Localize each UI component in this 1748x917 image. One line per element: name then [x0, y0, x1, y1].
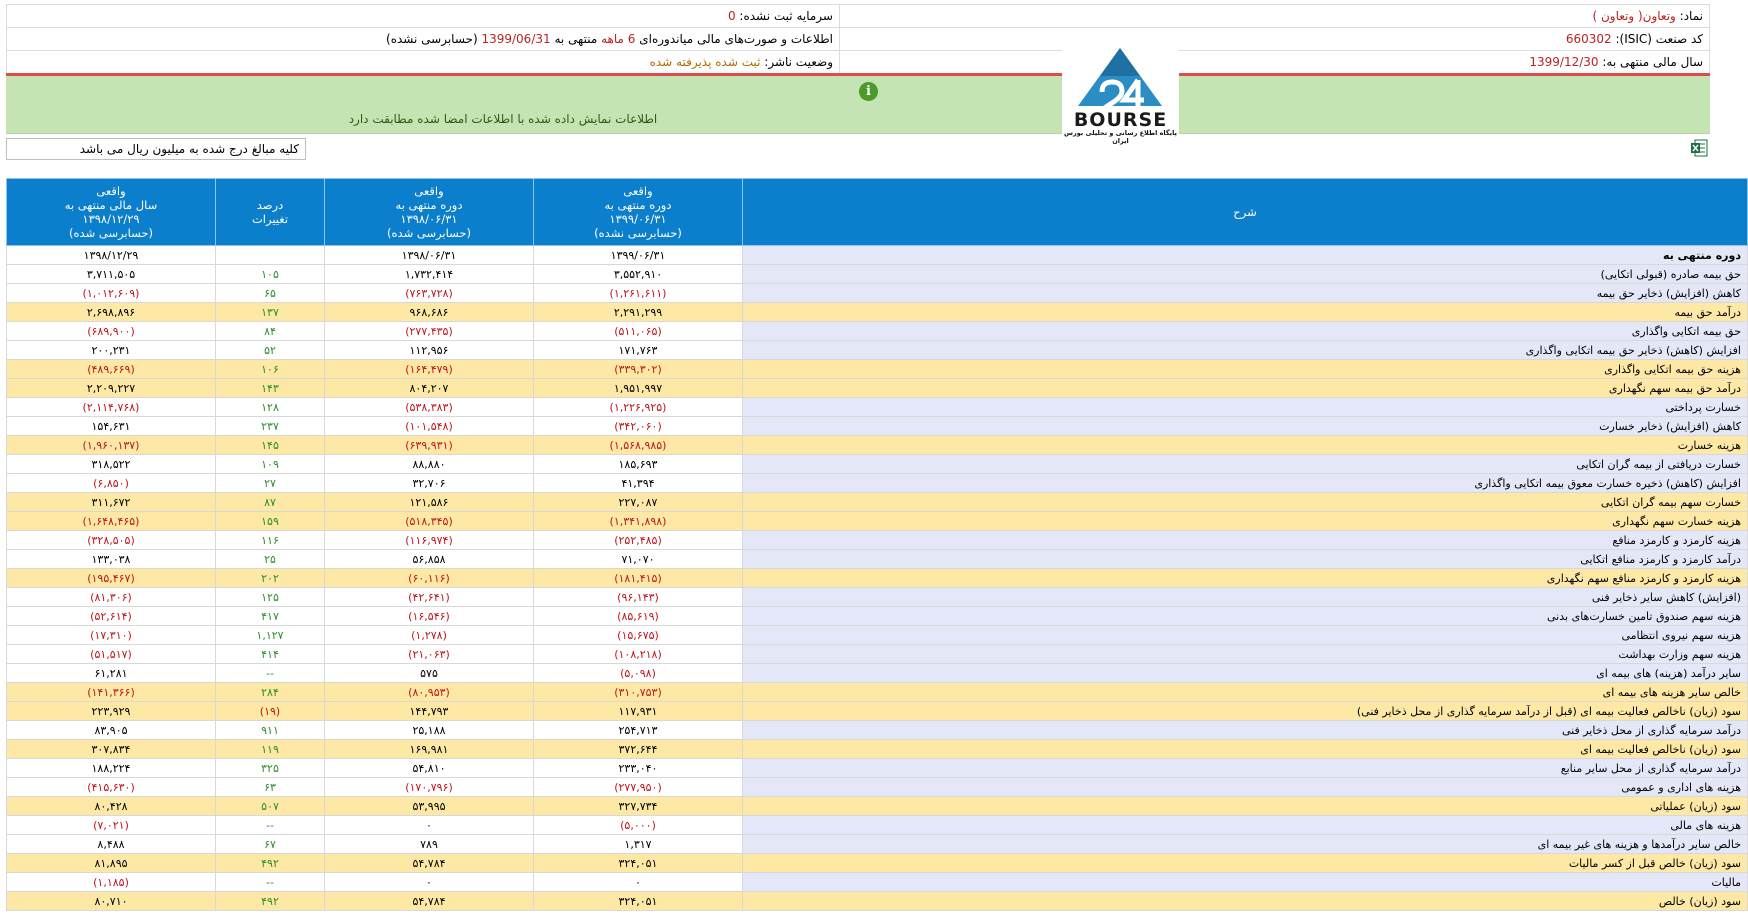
value-fiscal-year: ۸,۴۸۸: [7, 835, 216, 854]
value-fiscal-year: ۸۰,۷۱۰: [7, 892, 216, 911]
row-label: هزینه سهم وزارت بهداشت: [743, 645, 1748, 664]
value-1399: ۱۳۹۹/۰۶/۳۱: [534, 246, 743, 265]
table-row: [7, 683, 1748, 702]
value-fiscal-year: (۳۲۸,۵۰۵): [7, 531, 216, 550]
value-1398: ۰: [325, 816, 534, 835]
table-row: [7, 531, 1748, 550]
change-percent: ۱۲۸: [216, 398, 325, 417]
capital-value: 0: [727, 9, 736, 23]
isic-value: 660302: [1565, 32, 1612, 46]
change-percent: ۲۵: [216, 550, 325, 569]
value-1399: (۱,۲۲۶,۹۲۵): [534, 398, 743, 417]
value-fiscal-year: (۵۲,۶۱۴): [7, 607, 216, 626]
row-label: هزینه خسارت سهم نگهداری: [743, 512, 1748, 531]
value-fiscal-year: ۲۲۳,۹۲۹: [7, 702, 216, 721]
value-fiscal-year: ۸۳,۹۰۵: [7, 721, 216, 740]
value-fiscal-year: ۳۰۷,۸۳۴: [7, 740, 216, 759]
table-row: [7, 322, 1748, 341]
value-1399: (۲۵۲,۴۸۵): [534, 531, 743, 550]
table-row: [7, 284, 1748, 303]
table-row: [7, 341, 1748, 360]
table-row: [7, 265, 1748, 284]
value-1399: ۳,۵۵۲,۹۱۰: [534, 265, 743, 284]
change-percent: ۸۴: [216, 322, 325, 341]
value-fiscal-year: (۴۸۹,۶۶۹): [7, 360, 216, 379]
logo-triangle-icon: [1062, 30, 1179, 110]
value-fiscal-year: ۳۱۱,۶۷۲: [7, 493, 216, 512]
value-1398: ۱۲۱,۵۸۶: [325, 493, 534, 512]
change-percent: --: [216, 664, 325, 683]
value-1398: ۵۴,۸۱۰: [325, 759, 534, 778]
row-label: هزینه خسارت: [743, 436, 1748, 455]
change-percent: ۱۱۶: [216, 531, 325, 550]
table-row: [7, 360, 1748, 379]
table-row: [7, 569, 1748, 588]
header-period-1398: واقعی دوره منتهی به ۱۳۹۸/۰۶/۳۱ (حسابرسی شده): [325, 179, 534, 246]
value-fiscal-year: (۱۷,۳۱۰): [7, 626, 216, 645]
row-label: هزینه کارمزد و کارمزد منافع سهم نگهداری: [743, 569, 1748, 588]
isic-cell: [840, 28, 1710, 51]
value-1398: ۵۶,۸۵۸: [325, 550, 534, 569]
value-fiscal-year: ۳,۷۱۱,۵۰۵: [7, 265, 216, 284]
table-row: [7, 797, 1748, 816]
header-period-1399: واقعی دوره منتهی به ۱۳۹۹/۰۶/۳۱ (حسابرسی نشده): [534, 179, 743, 246]
value-1398: (۶۰,۱۱۶): [325, 569, 534, 588]
table-row: [7, 835, 1748, 854]
row-label: خسارت دریافتی از بیمه گران اتکایی: [743, 455, 1748, 474]
value-1399: (۱۵,۶۷۵): [534, 626, 743, 645]
change-percent: ۱۰۵: [216, 265, 325, 284]
table-row: [7, 645, 1748, 664]
value-fiscal-year: (۱,۶۴۸,۴۶۵): [7, 512, 216, 531]
table-row: [7, 474, 1748, 493]
table-row: [7, 436, 1748, 455]
notice-text: اطلاعات نمایش داده شده با اطلاعات امضا شده مطابقت دارد: [348, 112, 658, 126]
value-1399: ۳۲۴,۰۵۱: [534, 892, 743, 911]
report-mid: منتهی به: [554, 32, 598, 46]
header-change-percent: درصد تغییرات: [216, 179, 325, 246]
row-label: درآمد سرمایه گذاری از محل سایر منابع: [743, 759, 1748, 778]
table-row: [7, 702, 1748, 721]
symbol-value[interactable]: وتعاون( وتعاون ): [1592, 9, 1676, 23]
table-header-row: [7, 179, 1748, 246]
value-1399: ۷۱,۰۷۰: [534, 550, 743, 569]
report-prefix: اطلاعات و صورت‌های مالی میاندوره‌ای: [639, 32, 833, 46]
fiscal-cell: [840, 51, 1710, 74]
value-1399: (۸۵,۶۱۹): [534, 607, 743, 626]
value-1398: ۳۲,۷۰۶: [325, 474, 534, 493]
income-statement-table: [6, 178, 1748, 911]
value-1399: (۵,۰۹۸): [534, 664, 743, 683]
table-row: [7, 759, 1748, 778]
symbol-label: نماد:: [1679, 9, 1703, 23]
value-1399: ۳۲۷,۷۳۴: [534, 797, 743, 816]
row-label: خسارت سهم بیمه گران اتکایی: [743, 493, 1748, 512]
report-suffix: (حسابرسی نشده): [386, 32, 478, 46]
row-label: درآمد حق بیمه سهم نگهداری: [743, 379, 1748, 398]
value-1398: (۱۷۰,۷۹۶): [325, 778, 534, 797]
capital-label: سرمایه ثبت نشده:: [739, 9, 833, 23]
value-1399: (۱۸۱,۴۱۵): [534, 569, 743, 588]
row-label: درآمد حق بیمه: [743, 303, 1748, 322]
capital-cell: [7, 5, 840, 28]
row-label: (افزایش) کاهش سایر ذخایر فنی: [743, 588, 1748, 607]
row-label: سود (زیان) ناخالص فعالیت بیمه ای: [743, 740, 1748, 759]
value-1399: (۱,۲۶۱,۶۱۱): [534, 284, 743, 303]
value-fiscal-year: (۱۴۱,۳۶۶): [7, 683, 216, 702]
value-1399: ۲,۲۹۱,۲۹۹: [534, 303, 743, 322]
value-fiscal-year: ۱۳۳,۰۳۸: [7, 550, 216, 569]
publisher-cell: [7, 51, 840, 74]
publisher-label: وضعیت ناشر:: [764, 55, 833, 69]
fiscal-label: سال مالی منتهی به:: [1602, 55, 1703, 69]
table-row: [7, 455, 1748, 474]
value-1399: (۱۰۸,۲۱۸): [534, 645, 743, 664]
value-1399: (۹۶,۱۴۳): [534, 588, 743, 607]
value-1399: ۰: [534, 873, 743, 892]
value-1398: ۸۸,۸۸۰: [325, 455, 534, 474]
value-fiscal-year: ۲,۶۹۸,۸۹۶: [7, 303, 216, 322]
value-1399: ۲۵۴,۷۱۳: [534, 721, 743, 740]
value-1398: ۲۵,۱۸۸: [325, 721, 534, 740]
value-1398: ۱۳۹۸/۰۶/۳۱: [325, 246, 534, 265]
value-1398: (۱۰۱,۵۴۸): [325, 417, 534, 436]
change-percent: ۱۲۵: [216, 588, 325, 607]
logo-wordmark: BOURSE: [1073, 109, 1168, 131]
value-1398: (۸۰,۹۵۳): [325, 683, 534, 702]
row-label: حق بیمه اتکایی واگذاری: [743, 322, 1748, 341]
change-percent: ۱۴۳: [216, 379, 325, 398]
change-percent: ۵۰۷: [216, 797, 325, 816]
value-fiscal-year: (۱,۱۸۵): [7, 873, 216, 892]
value-1398: (۱۶,۵۴۶): [325, 607, 534, 626]
value-1399: (۳۳۹,۳۰۲): [534, 360, 743, 379]
verification-notice: [6, 76, 1710, 134]
change-percent: ۴۱۴: [216, 645, 325, 664]
row-label: افزایش (کاهش) ذخایر حق بیمه اتکایی واگذاری: [743, 341, 1748, 360]
symbol-cell: [840, 5, 1710, 28]
row-label: کاهش (افزایش) ذخایر حق بیمه: [743, 284, 1748, 303]
row-label: حق بیمه صادره (قبولی اتکایی): [743, 265, 1748, 284]
value-1399: ۳۲۴,۰۵۱: [534, 854, 743, 873]
table-row: [7, 512, 1748, 531]
row-label: دوره منتهی به: [743, 246, 1748, 265]
change-percent: [216, 246, 325, 265]
isic-label: کد صنعت (ISIC):: [1615, 32, 1703, 46]
value-1398: (۲۷۷,۴۳۵): [325, 322, 534, 341]
row-label: خسارت پرداختی: [743, 398, 1748, 417]
logo-tagline: پایگاه اطلاع رسانی و تحلیلی بورس ایران: [1064, 129, 1177, 145]
value-fiscal-year: ۸۱,۸۹۵: [7, 854, 216, 873]
header-fiscal-year: واقعی سال مالی منتهی به ۱۳۹۸/۱۲/۲۹ (حسابرسی شده): [7, 179, 216, 246]
value-1398: (۶۳۹,۹۳۱): [325, 436, 534, 455]
value-fiscal-year: (۸۱,۳۰۶): [7, 588, 216, 607]
value-1399: ۲۳۳,۰۴۰: [534, 759, 743, 778]
row-label: سود (زیان) خالص: [743, 892, 1748, 911]
row-label: هزینه سهم صندوق تامین خسارت‌های بدنی: [743, 607, 1748, 626]
row-label: افزایش (کاهش) ذخیره خسارت معوق بیمه اتکایی واگذاری: [743, 474, 1748, 493]
value-1399: ۱,۹۵۱,۹۹۷: [534, 379, 743, 398]
table-row: [7, 816, 1748, 835]
value-1399: (۵۱۱,۰۶۵): [534, 322, 743, 341]
row-label: سود (زیان) خالص قبل از کسر مالیات: [743, 854, 1748, 873]
value-fiscal-year: ۸۰,۴۲۸: [7, 797, 216, 816]
value-1399: (۳۱۰,۷۵۳): [534, 683, 743, 702]
change-percent: ۴۱۷: [216, 607, 325, 626]
value-1398: ۱,۷۳۲,۴۱۴: [325, 265, 534, 284]
value-1399: ۱۱۷,۹۳۱: [534, 702, 743, 721]
table-body: [7, 246, 1748, 911]
value-fiscal-year: (۷,۰۲۱): [7, 816, 216, 835]
change-percent: ۶۵: [216, 284, 325, 303]
value-1398: ۱۶۹,۹۸۱: [325, 740, 534, 759]
value-fiscal-year: ۱۸۸,۲۲۴: [7, 759, 216, 778]
publisher-value: ثبت شده پذیرفته شده: [649, 55, 761, 69]
value-1399: (۱,۳۴۱,۸۹۸): [534, 512, 743, 531]
value-fiscal-year: (۵۱,۵۱۷): [7, 645, 216, 664]
info-icon: i: [859, 82, 878, 101]
value-1398: (۱,۲۷۸): [325, 626, 534, 645]
info-row-2: [7, 28, 1710, 51]
value-1398: (۵۳۸,۳۸۳): [325, 398, 534, 417]
change-percent: ۱۴۵: [216, 436, 325, 455]
table-row: [7, 417, 1748, 436]
value-1398: ۵۴,۷۸۴: [325, 854, 534, 873]
row-label: درآمد سرمایه گذاری از محل ذخایر فنی: [743, 721, 1748, 740]
row-label: کاهش (افزایش) ذخایر خسارت: [743, 417, 1748, 436]
value-1399: ۲۲۷,۰۸۷: [534, 493, 743, 512]
change-percent: ۲۳۷: [216, 417, 325, 436]
report-cell: [7, 28, 840, 51]
value-fiscal-year: ۱۵۴,۶۳۱: [7, 417, 216, 436]
row-label: هزینه های مالی: [743, 816, 1748, 835]
row-label: سود (زیان) ناخالص فعالیت بیمه ای (قبل از درآمد سرمایه گذاری از محل ذخایر فنی): [743, 702, 1748, 721]
table-row: [7, 398, 1748, 417]
value-1398: (۷۶۳,۷۲۸): [325, 284, 534, 303]
excel-icon[interactable]: [1690, 139, 1708, 157]
header-desc: شرح: [743, 179, 1748, 246]
table-row: [7, 664, 1748, 683]
value-fiscal-year: ۲۰۰,۲۳۱: [7, 341, 216, 360]
table-row: [7, 740, 1748, 759]
change-percent: ۲۷: [216, 474, 325, 493]
row-label: هزینه حق بیمه اتکایی واگذاری: [743, 360, 1748, 379]
table-row: [7, 493, 1748, 512]
info-row-3: [7, 51, 1710, 74]
value-1398: ۹۶۸,۶۸۶: [325, 303, 534, 322]
value-1399: ۱۷۱,۷۶۳: [534, 341, 743, 360]
value-fiscal-year: (۱۹۵,۴۶۷): [7, 569, 216, 588]
info-row-1: [7, 5, 1710, 28]
value-1398: ۵۷۵: [325, 664, 534, 683]
value-fiscal-year: (۱,۹۶۰,۱۳۷): [7, 436, 216, 455]
value-1398: ۷۸۹: [325, 835, 534, 854]
value-1398: ۰: [325, 873, 534, 892]
change-percent: --: [216, 873, 325, 892]
value-fiscal-year: (۲,۱۱۴,۷۶۸): [7, 398, 216, 417]
change-percent: ۵۲: [216, 341, 325, 360]
company-info-table: [6, 4, 1710, 74]
table-row: [7, 626, 1748, 645]
change-percent: ۳۲۵: [216, 759, 325, 778]
currency-note: کلیه مبالغ درج شده به میلیون ریال می باشد: [6, 138, 306, 160]
value-1398: ۱۱۲,۹۵۶: [325, 341, 534, 360]
table-row: [7, 550, 1748, 569]
change-percent: ۱۰۹: [216, 455, 325, 474]
change-percent: ۶۳: [216, 778, 325, 797]
change-percent: ۱۵۹: [216, 512, 325, 531]
value-fiscal-year: ۱۳۹۸/۱۲/۲۹: [7, 246, 216, 265]
change-percent: ۶۷: [216, 835, 325, 854]
row-label: سایر درآمد (هزینه) های بیمه ای: [743, 664, 1748, 683]
change-percent: ۴۹۲: [216, 854, 325, 873]
value-1398: (۱۶۴,۴۷۹): [325, 360, 534, 379]
value-1398: ۵۳,۹۹۵: [325, 797, 534, 816]
table-row: [7, 303, 1748, 322]
value-1398: (۴۲,۶۴۱): [325, 588, 534, 607]
change-percent: ۱۳۷: [216, 303, 325, 322]
value-1399: ۱۸۵,۶۹۳: [534, 455, 743, 474]
table-row: [7, 588, 1748, 607]
value-1398: ۵۴,۷۸۴: [325, 892, 534, 911]
change-percent: ۸۷: [216, 493, 325, 512]
value-fiscal-year: ۳۱۸,۵۲۲: [7, 455, 216, 474]
value-1398: ۸۰۴,۲۰۷: [325, 379, 534, 398]
row-label: هزینه کارمزد و کارمزد منافع: [743, 531, 1748, 550]
value-1398: (۵۱۸,۳۴۵): [325, 512, 534, 531]
table-row: [7, 246, 1748, 265]
value-fiscal-year: ۲,۲۰۹,۲۲۷: [7, 379, 216, 398]
value-fiscal-year: (۴۱۵,۶۳۰): [7, 778, 216, 797]
value-1399: (۱,۵۶۸,۹۸۵): [534, 436, 743, 455]
table-row: [7, 607, 1748, 626]
change-percent: ۱۱۹: [216, 740, 325, 759]
value-1399: (۵,۰۰۰): [534, 816, 743, 835]
change-percent: --: [216, 816, 325, 835]
table-row: [7, 892, 1748, 911]
table-row: [7, 721, 1748, 740]
change-percent: (۱۹): [216, 702, 325, 721]
value-1399: ۱,۳۱۷: [534, 835, 743, 854]
table-row: [7, 379, 1748, 398]
change-percent: ۱,۱۲۷: [216, 626, 325, 645]
report-date: 1399/06/31: [481, 32, 551, 46]
row-label: خالص سایر درآمدها و هزینه های غیر بیمه ای: [743, 835, 1748, 854]
table-row: [7, 873, 1748, 892]
change-percent: ۱۰۶: [216, 360, 325, 379]
row-label: هزینه سهم نیروی انتظامی: [743, 626, 1748, 645]
value-1399: (۲۷۷,۹۵۰): [534, 778, 743, 797]
fiscal-value: 1399/12/30: [1529, 55, 1599, 69]
report-period: 6 ماهه: [601, 32, 636, 46]
row-label: سود (زیان) عملیاتی: [743, 797, 1748, 816]
value-1398: (۲۱,۰۶۳): [325, 645, 534, 664]
change-percent: ۴۹۲: [216, 892, 325, 911]
row-label: هزینه های اداری و عمومی: [743, 778, 1748, 797]
row-label: مالیات: [743, 873, 1748, 892]
table-row: [7, 854, 1748, 873]
value-fiscal-year: (۱,۰۱۲,۶۰۹): [7, 284, 216, 303]
change-percent: ۲۸۴: [216, 683, 325, 702]
value-1399: ۴۱,۳۹۴: [534, 474, 743, 493]
value-fiscal-year: (۶۸۹,۹۰۰): [7, 322, 216, 341]
value-fiscal-year: ۶۱,۲۸۱: [7, 664, 216, 683]
value-fiscal-year: (۶,۸۵۰): [7, 474, 216, 493]
value-1398: ۱۴۴,۷۹۳: [325, 702, 534, 721]
change-percent: ۲۰۲: [216, 569, 325, 588]
table-row: [7, 778, 1748, 797]
row-label: خالص سایر هزینه های بیمه ای: [743, 683, 1748, 702]
value-1399: ۳۷۲,۶۴۴: [534, 740, 743, 759]
change-percent: ۹۱۱: [216, 721, 325, 740]
value-1399: (۳۴۲,۰۶۰): [534, 417, 743, 436]
value-1398: (۱۱۶,۹۷۴): [325, 531, 534, 550]
row-label: درآمد کارمزد و کارمزد منافع اتکایی: [743, 550, 1748, 569]
bourse24-logo: [1062, 30, 1179, 145]
